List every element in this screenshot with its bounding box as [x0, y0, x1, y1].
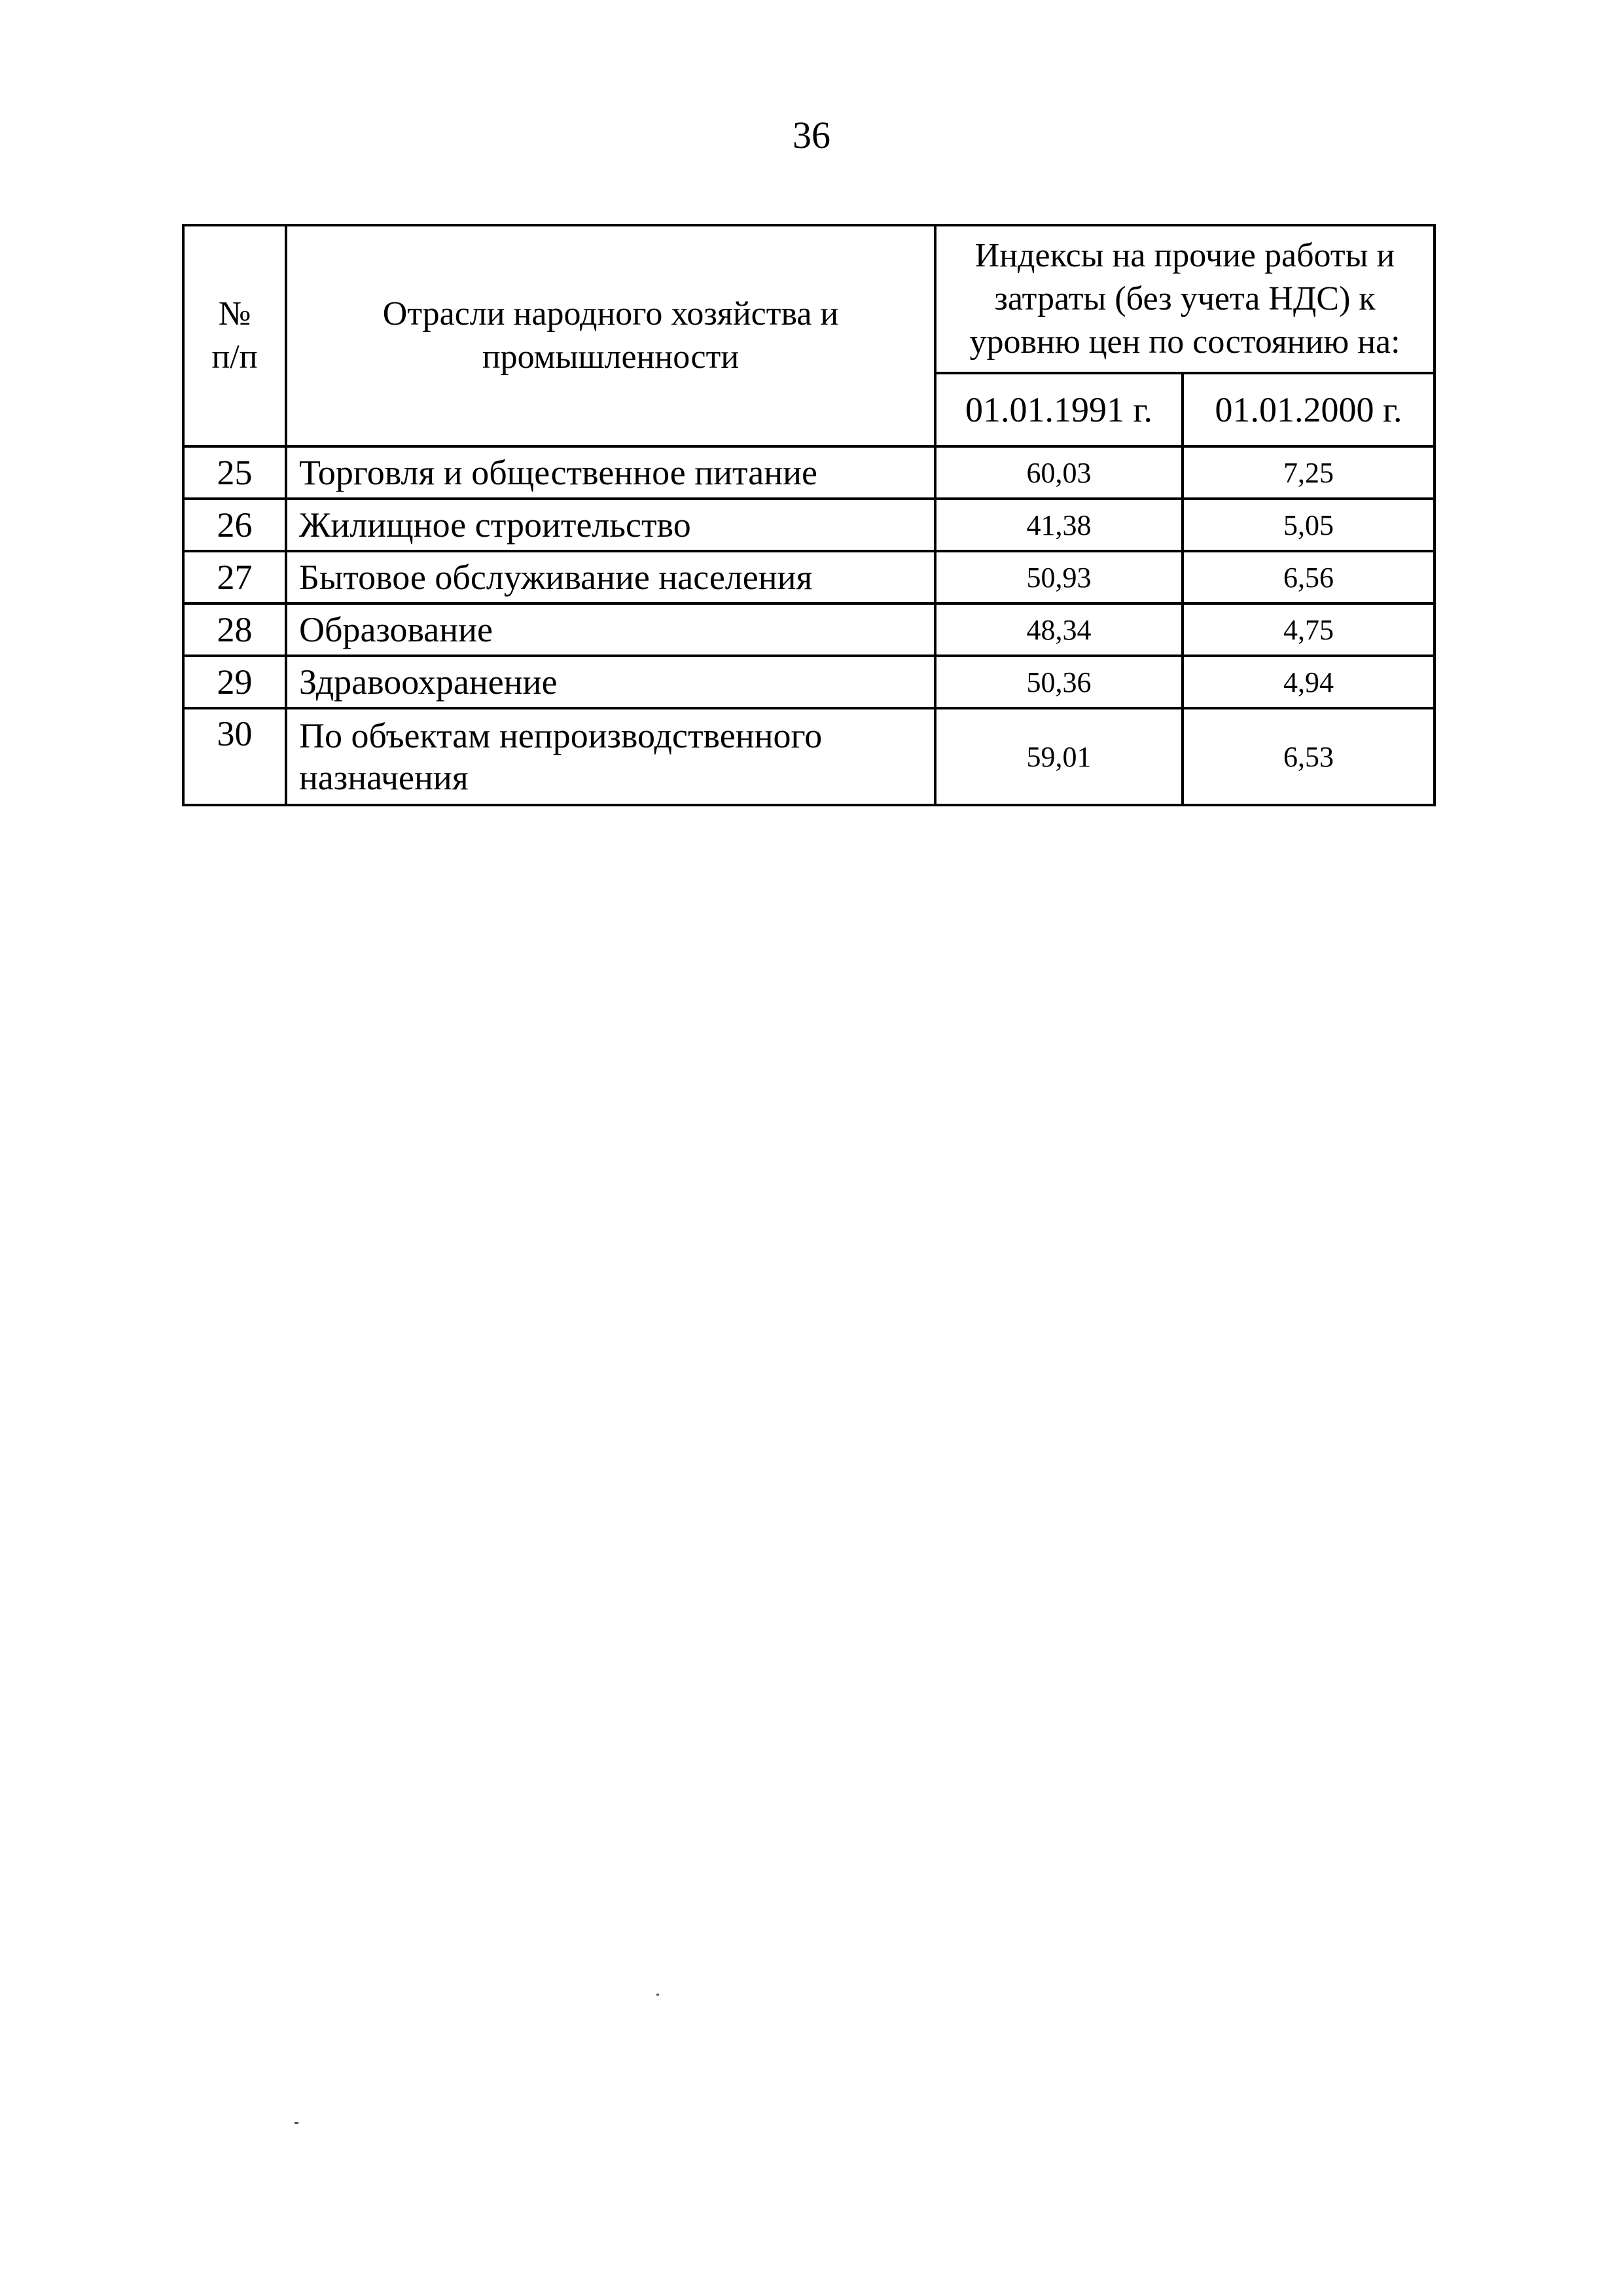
row-branch: Здравоохранение: [286, 656, 935, 708]
row-num: 25: [183, 446, 286, 499]
row-branch: Жилищное строительство: [286, 499, 935, 551]
page-number: 36: [793, 114, 830, 156]
row-value-2000: 4,75: [1183, 603, 1435, 656]
row-branch: Бытовое обслуживание населения: [286, 551, 935, 603]
index-table: [182, 224, 1436, 806]
header-num: [183, 225, 286, 446]
row-value-1991: 41,38: [935, 499, 1183, 551]
table-row: [183, 499, 1435, 551]
table-row: [183, 603, 1435, 656]
table-row: [183, 446, 1435, 499]
row-value-1991: 59,01: [935, 708, 1183, 805]
row-branch: По объектам непроизводственного назначения: [286, 708, 935, 805]
row-num: 30: [183, 708, 286, 805]
table-row: [183, 551, 1435, 603]
header-date-1991: 01.01.1991 г.: [935, 373, 1183, 446]
row-value-1991: 60,03: [935, 446, 1183, 499]
scan-speck: [656, 1994, 659, 1996]
row-value-2000: 5,05: [1183, 499, 1435, 551]
row-value-1991: 48,34: [935, 603, 1183, 656]
row-value-1991: 50,93: [935, 551, 1183, 603]
header-num-label: № п/п: [211, 295, 258, 376]
row-value-2000: 6,53: [1183, 708, 1435, 805]
row-num: 29: [183, 656, 286, 708]
header-date-2000: 01.01.2000 г.: [1183, 373, 1435, 446]
header-index-group: Индексы на прочие работы и затраты (без учета НДС) к уровню цен по состоянию на:: [935, 225, 1435, 373]
header-branch-label: Отрасли народного хозяйства и промышленности: [382, 295, 839, 376]
table-row: [183, 656, 1435, 708]
row-num: 28: [183, 603, 286, 656]
header-branch: [286, 225, 935, 446]
row-branch: Образование: [286, 603, 935, 656]
row-num: 26: [183, 499, 286, 551]
header-row: [183, 225, 1435, 373]
row-value-1991: 50,36: [935, 656, 1183, 708]
row-num: 27: [183, 551, 286, 603]
row-value-2000: 6,56: [1183, 551, 1435, 603]
table-row: [183, 708, 1435, 805]
row-value-2000: 7,25: [1183, 446, 1435, 499]
row-branch: Торговля и общественное питание: [286, 446, 935, 499]
row-value-2000: 4,94: [1183, 656, 1435, 708]
scan-speck: [294, 2122, 298, 2124]
